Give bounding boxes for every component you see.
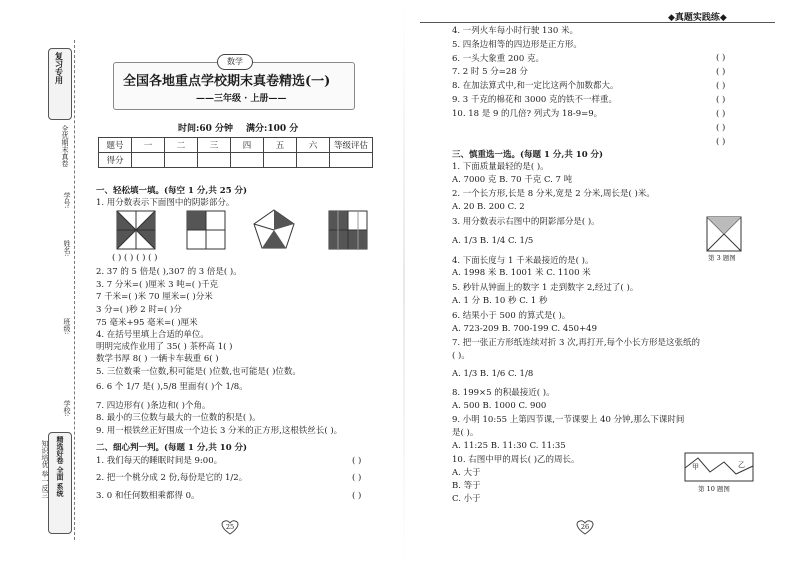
answer-paren[interactable]: ( ) <box>716 95 726 105</box>
question-text: 2. 37 的 5 倍是( ),307 的 3 倍是( )。 <box>96 267 242 277</box>
score-input[interactable] <box>231 153 264 168</box>
fraction-figure-2 <box>186 210 226 250</box>
question-text: 1. 我们每天的睡眠时间是 9:00。 <box>96 456 223 466</box>
question-text: 6. 结果小于 500 的算式是( )。 <box>452 311 571 321</box>
score-cell: 四 <box>231 138 264 153</box>
question-text: 1. 用分数表示下面图中的阴影部分。 <box>96 198 235 208</box>
label-jia: 甲 <box>692 463 699 471</box>
cut-line <box>74 40 75 540</box>
promo-tab-text: 精选好卷 全面 系统 <box>56 436 65 497</box>
fraction-figure-4 <box>328 210 368 250</box>
exam-time: 时间:60 分钟 <box>178 124 233 134</box>
full-score: 满分:100 分 <box>246 124 299 134</box>
answer-paren[interactable]: ( ) <box>352 456 362 466</box>
question-text: ( )。 <box>452 351 470 361</box>
answer-paren[interactable]: ( ) <box>716 67 726 77</box>
question-text: 7. 把一张正方形纸连续对折 3 次,再打开,每个小长方形是这张纸的 <box>452 338 701 348</box>
question-text: 7. 四边形有( )条边和( )个角。 <box>96 401 211 411</box>
question-text: 9. 3 千克的棉花和 3000 克的铁不一样重。 <box>452 95 617 105</box>
question-text: 3. 用分数表示右图中的阴影部分是( )。 <box>452 217 600 227</box>
question-text: 5. 四条边相等的四边形是正方形。 <box>452 40 582 50</box>
page-fold <box>403 0 405 566</box>
answer-blanks: ( ) ( ) ( ) ( ) <box>112 253 158 263</box>
question-text: 数学书厚 8( ) 一辆卡车载重 6( ) <box>96 354 219 364</box>
question-text: 4. 在括号里填上合适的单位。 <box>96 330 209 340</box>
score-table <box>98 137 373 168</box>
fraction-figure-3 <box>252 208 296 250</box>
question-options: A. 11:25 B. 11:30 C. 11:35 <box>452 441 566 451</box>
question-text: 6. 一头大象重 200 克。 <box>452 54 544 64</box>
page-number: 25 <box>225 523 235 531</box>
question-options: A. 7000 克 B. 70 千克 C. 7 吨 <box>452 175 573 185</box>
score-input[interactable] <box>264 153 297 168</box>
promo-tab-sub: 知识培优 举一反三 <box>41 440 49 499</box>
question-options: A. 大于 <box>452 468 481 478</box>
question-text: 9. 用一根铁丝正好围成一个边长 3 分米的正方形,这根铁丝长( )。 <box>96 426 343 436</box>
question-text: 1. 下面质量最轻的是( )。 <box>452 162 549 172</box>
promo-tab <box>48 432 72 534</box>
practice-tag: ◆真题实践练◆ <box>668 13 727 23</box>
answer-paren[interactable]: ( ) <box>716 109 726 119</box>
section-3-heading: 三、慎重选一选。(每题 1 分,共 10 分) <box>452 150 604 160</box>
question-text: 7. 2 时 5 分=28 分 <box>452 67 528 77</box>
score-cell: 三 <box>198 138 231 153</box>
page-title: 全国各地重点学校期末真卷精选(一) <box>123 74 331 89</box>
score-cell: 五 <box>264 138 297 153</box>
grade-label: ——三年级 · 上册—— <box>196 94 287 104</box>
score-input[interactable] <box>198 153 231 168</box>
binding-margin <box>0 0 88 566</box>
question-text: 4. 一列火车每小时行驶 130 米。 <box>452 26 578 36</box>
question-options: A. 723-209 B. 700-199 C. 450+49 <box>452 324 598 334</box>
label-student-id: 学号: <box>63 192 71 209</box>
label-yi: 乙 <box>738 461 745 469</box>
question-text: 2. 把一个桃分成 2 份,每份是它的 1/2。 <box>96 473 248 483</box>
answer-paren[interactable]: ( ) <box>716 137 726 147</box>
question-options: A. 1/3 B. 1/4 C. 1/5 <box>452 236 534 246</box>
score-row-headers <box>99 138 373 153</box>
review-tab <box>48 48 72 120</box>
question-text: 2. 一个长方形,长是 8 分米,宽是 2 分米,周长是( )米。 <box>452 189 655 199</box>
figure-caption: 第 10 题图 <box>698 485 730 493</box>
score-cell: 得分 <box>99 153 132 168</box>
section-2-heading: 二、细心判一判。(每题 1 分,共 10 分) <box>96 443 248 453</box>
question-text: 3. 7 分米=( )厘米 3 吨=( )千克 <box>96 280 219 290</box>
question-text: 8. 在加法算式中,和一定比这两个加数都大。 <box>452 81 619 91</box>
question-text: 3. 0 和任何数相乘都得 0。 <box>96 491 200 501</box>
question-text: 8. 199×5 的积最接近( )。 <box>452 388 555 398</box>
question-text: 10. 右图中甲的周长( )乙的周长。 <box>452 455 580 465</box>
label-class: 班级: <box>63 318 71 335</box>
score-cell: 题号 <box>99 138 132 153</box>
question-text: 9. 小明 10:55 上第四节课,一节课要上 40 分钟,那么下课时间 <box>452 415 685 425</box>
score-row-values <box>99 153 373 168</box>
score-input[interactable] <box>165 153 198 168</box>
question-text: 3 分=( )秒 2 时=( )分 <box>96 305 182 315</box>
question-text: 4. 下面长度与 1 千米最接近的是( )。 <box>452 256 594 266</box>
question-options: A. 1 分 B. 10 秒 C. 1 秒 <box>452 296 548 306</box>
header-rule <box>420 22 775 23</box>
question-options: A. 1998 米 B. 1001 米 C. 1100 米 <box>452 268 591 278</box>
question-options: A. 20 B. 200 C. 2 <box>452 202 525 212</box>
question-options: A. 500 B. 1000 C. 900 <box>452 401 547 411</box>
score-input[interactable] <box>330 153 373 168</box>
score-cell: 等级评估 <box>330 138 373 153</box>
question-text: 7 千米=( )米 70 厘米=( )分米 <box>96 292 213 302</box>
label-name: 姓名: <box>63 240 71 257</box>
fraction-figure-1 <box>116 210 156 250</box>
question-text: 5. 秒针从钟面上的数字 1 走到数字 2,经过了( )。 <box>452 283 639 293</box>
figure-caption: 第 3 题图 <box>708 254 736 262</box>
page-number: 26 <box>580 523 590 531</box>
section-1-heading: 一、轻松填一填。(每空 1 分,共 25 分) <box>96 186 248 196</box>
answer-paren[interactable]: ( ) <box>716 53 726 63</box>
review-tab-text: 复习专用 <box>54 52 65 84</box>
question-text: 10. 18 是 9 的几倍? 列式为 18-9=9。 <box>452 109 603 119</box>
review-tab-sub: 全优期末真卷 <box>61 125 69 167</box>
score-cell: 一 <box>132 138 165 153</box>
question-text: 是( )。 <box>452 428 479 438</box>
question-options: A. 1/3 B. 1/6 C. 1/8 <box>452 369 534 379</box>
answer-paren[interactable]: ( ) <box>352 473 362 483</box>
score-cell: 二 <box>165 138 198 153</box>
question-text: 6. 6 个 1/7 是( ),5/8 里面有( )个 1/8。 <box>96 382 248 392</box>
answer-paren[interactable]: ( ) <box>352 491 362 501</box>
subject-badge: 数学 <box>217 54 253 70</box>
answer-paren[interactable]: ( ) <box>716 81 726 91</box>
score-input[interactable] <box>297 153 330 168</box>
score-cell: 六 <box>297 138 330 153</box>
question-options: C. 小于 <box>452 494 481 504</box>
answer-paren[interactable]: ( ) <box>716 123 726 133</box>
label-school: 学校: <box>63 400 71 417</box>
question-text: 8. 最小的三位数与最大的一位数的积是( )。 <box>96 413 261 423</box>
fraction-figure-q3 <box>706 216 742 252</box>
question-text: 明明完成作业用了 35( ) 茶杯高 1( ) <box>96 342 233 352</box>
question-text: 75 毫米+95 毫米=( )厘米 <box>96 318 198 328</box>
question-options: B. 等于 <box>452 481 481 491</box>
question-text: 5. 三位数乘一位数,积可能是( )位数,也可能是( )位数。 <box>96 367 301 377</box>
score-input[interactable] <box>132 153 165 168</box>
